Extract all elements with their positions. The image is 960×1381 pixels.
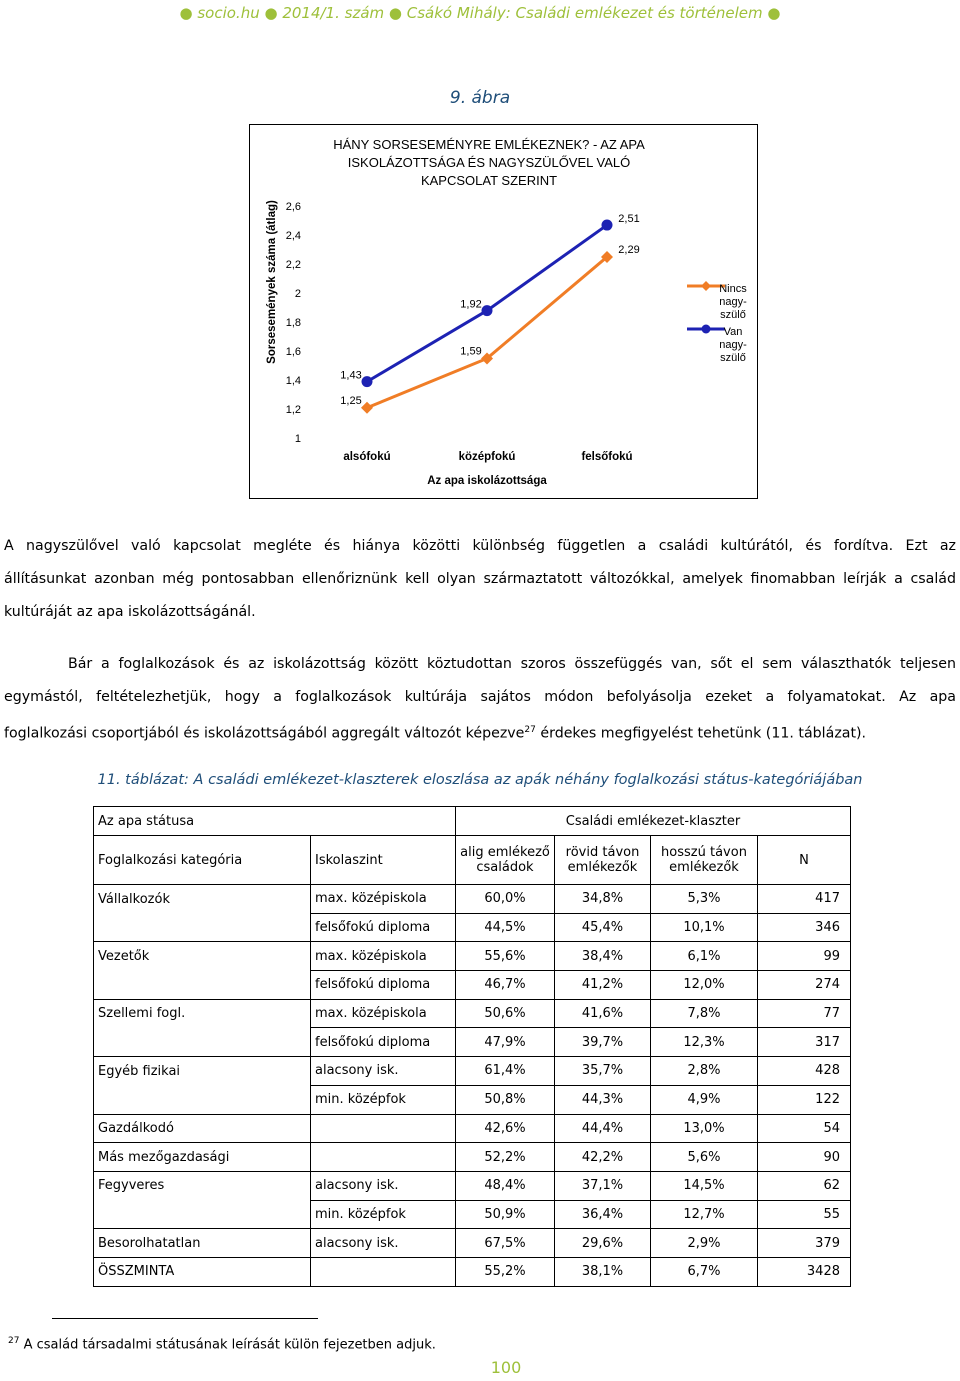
school-cell — [311, 1143, 456, 1172]
cluster-1-cell: 46,7% — [456, 971, 555, 1000]
y-tick-label: 2 — [294, 288, 301, 300]
header-line: alig emlékező — [460, 845, 550, 860]
cluster-1-cell: 50,9% — [456, 1200, 555, 1229]
table-row — [94, 1085, 851, 1114]
n-cell: 55 — [758, 1200, 851, 1229]
school-cell: felsőfokú diploma — [311, 913, 456, 942]
cluster-3-cell: 2,8% — [651, 1057, 758, 1086]
y-tick-label: 2,4 — [285, 230, 301, 242]
cluster-2-cell: 36,4% — [555, 1200, 651, 1229]
cluster-2-cell: 38,1% — [555, 1257, 651, 1286]
cluster-3-cell: 4,9% — [651, 1085, 758, 1114]
data-label: 2,51 — [618, 213, 640, 226]
x-tick-label: alsófokú — [343, 451, 391, 463]
occupation-cell: Besorolhatatlan — [94, 1229, 311, 1258]
legend-marker — [701, 281, 711, 291]
cluster-2-cell: 39,7% — [555, 1028, 651, 1057]
footnote-separator — [52, 1318, 318, 1319]
school-cell: max. középiskola — [311, 942, 456, 971]
n-cell: 3428 — [758, 1257, 851, 1286]
occupation-cell — [94, 1085, 311, 1114]
y-tick-label: 1,4 — [285, 375, 301, 387]
cluster-3-cell: 7,8% — [651, 999, 758, 1028]
data-point-circle — [482, 305, 493, 316]
occupation-cell: Vállalkozók — [94, 885, 311, 914]
table-row — [94, 885, 851, 914]
cluster-2-cell: 29,6% — [555, 1229, 651, 1258]
school-cell: alacsony isk. — [311, 1229, 456, 1258]
y-tick-label: 2,2 — [285, 259, 301, 271]
n-cell: 379 — [758, 1229, 851, 1258]
paragraph-2-line: egymástól, feltételezhetjük, hogy a foglalkozások kultúrája sajátos módon befolyásolja ezeket a folyamatokat. Az apa — [4, 689, 956, 705]
footnote — [8, 1336, 436, 1352]
cluster-table — [93, 806, 851, 1287]
x-axis-label: Az apa iskolázottsága — [427, 475, 547, 487]
school-cell: felsőfokú diploma — [311, 1028, 456, 1057]
cluster-2-cell: 41,2% — [555, 971, 651, 1000]
cluster-2-cell: 37,1% — [555, 1171, 651, 1200]
data-label: 1,25 — [340, 394, 362, 407]
n-cell: 77 — [758, 999, 851, 1028]
y-tick-label: 1,6 — [285, 346, 301, 358]
cluster-3-cell: 12,0% — [651, 971, 758, 1000]
school-cell: alacsony isk. — [311, 1057, 456, 1086]
header-status: Az apa státusa — [94, 807, 456, 836]
footnote-text: A család társadalmi státusának leírását külön fejezetben adjuk. — [19, 1337, 436, 1353]
cluster-1-cell: 50,6% — [456, 999, 555, 1028]
cluster-3-cell: 14,5% — [651, 1171, 758, 1200]
paragraph-2-line: Bár a foglalkozások és az iskolázottság között köztudottan szoros összefüggés van, sőt el sem választhatók teljesen — [68, 656, 956, 672]
header-line: családok — [476, 860, 534, 875]
paragraph-2-text: érdekes megfigyelést tehetünk (11. táblázat). — [535, 725, 867, 742]
header-cluster-1 — [456, 836, 555, 885]
occupation-cell — [94, 971, 311, 1000]
table-row — [94, 942, 851, 971]
cluster-3-cell: 12,7% — [651, 1200, 758, 1229]
cluster-3-cell: 10,1% — [651, 913, 758, 942]
cluster-1-cell: 55,2% — [456, 1257, 555, 1286]
header-cluster-2 — [555, 836, 651, 885]
table-row — [94, 1057, 851, 1086]
table-row — [94, 1143, 851, 1172]
occupation-cell: Más mezőgazdasági — [94, 1143, 311, 1172]
legend-label: nagy- — [719, 296, 747, 308]
n-cell: 417 — [758, 885, 851, 914]
school-cell — [311, 1114, 456, 1143]
figure-label: 9. ábra — [449, 88, 511, 108]
x-tick-label: középfokú — [458, 451, 516, 463]
series-line-nincs-nagyszulo — [367, 257, 607, 408]
data-label: 1,59 — [460, 345, 482, 358]
table-row — [94, 971, 851, 1000]
cluster-3-cell: 6,7% — [651, 1257, 758, 1286]
header-cluster-3 — [651, 836, 758, 885]
data-point-circle — [602, 220, 613, 231]
cluster-3-cell: 6,1% — [651, 942, 758, 971]
occupation-cell — [94, 913, 311, 942]
cluster-1-cell: 67,5% — [456, 1229, 555, 1258]
paragraph-1-line: kultúráját az apa iskolázottságánál. — [4, 604, 256, 620]
paragraph-1-line: állításunkat azonban még pontosabban ellenőriznünk kell olyan származtatott változókkal, amelyek finomabban leírják a család — [4, 571, 956, 587]
school-cell: min. középfok — [311, 1200, 456, 1229]
cluster-2-cell: 44,4% — [555, 1114, 651, 1143]
header-line: rövid távon — [565, 845, 640, 860]
cluster-1-cell: 52,2% — [456, 1143, 555, 1172]
paragraph-2-text: foglalkozási csoportjából és iskolázottságából aggregált változót képezve — [4, 725, 525, 742]
chart-title-line: ISKOLÁZOTTSÁGA ÉS NAGYSZÜLŐVEL VALÓ — [347, 155, 631, 170]
n-cell: 62 — [758, 1171, 851, 1200]
school-cell: max. középiskola — [311, 885, 456, 914]
y-axis-label: Sorsesemények száma (átlag) — [266, 200, 278, 364]
legend-label: Nincs — [719, 283, 747, 295]
header-occupation: Foglalkozási kategória — [94, 836, 311, 885]
cluster-1-cell: 60,0% — [456, 885, 555, 914]
y-tick-label: 1,8 — [285, 317, 301, 329]
footnote-ref[interactable]: 27 — [524, 725, 536, 735]
school-cell — [311, 1257, 456, 1286]
n-cell: 54 — [758, 1114, 851, 1143]
cluster-1-cell: 48,4% — [456, 1171, 555, 1200]
y-tick-label: 2,6 — [285, 201, 301, 213]
cluster-1-cell: 47,9% — [456, 1028, 555, 1057]
header-line: hosszú távon — [661, 845, 747, 860]
header-line: emlékezők — [567, 860, 638, 875]
table-row — [94, 999, 851, 1028]
x-tick-label: felsőfokú — [581, 451, 633, 463]
cluster-2-cell: 35,7% — [555, 1057, 651, 1086]
school-cell: max. középiskola — [311, 999, 456, 1028]
data-point-diamond — [361, 402, 373, 414]
data-point-circle — [362, 376, 373, 387]
cluster-1-cell: 61,4% — [456, 1057, 555, 1086]
cluster-2-cell: 44,3% — [555, 1085, 651, 1114]
n-cell: 274 — [758, 971, 851, 1000]
school-cell: min. középfok — [311, 1085, 456, 1114]
n-cell: 317 — [758, 1028, 851, 1057]
legend-marker — [702, 325, 711, 334]
paragraph-1 — [4, 530, 956, 629]
occupation-cell — [94, 1028, 311, 1057]
header-school: Iskolaszint — [311, 836, 456, 885]
occupation-cell: Egyéb fizikai — [94, 1057, 311, 1086]
table-row — [94, 1200, 851, 1229]
table-row — [94, 1229, 851, 1258]
table-row — [94, 1257, 851, 1286]
cluster-3-cell: 13,0% — [651, 1114, 758, 1143]
school-cell: alacsony isk. — [311, 1171, 456, 1200]
occupation-cell: ÖSSZMINTA — [94, 1257, 311, 1286]
page-number: 100 — [490, 1358, 522, 1377]
data-label: 2,29 — [618, 243, 640, 256]
table-row — [94, 1114, 851, 1143]
running-header: ● socio.hu ● 2014/1. szám ● Csákó Mihály: Családi emlékezet és történelem ● — [179, 4, 781, 22]
occupation-cell — [94, 1200, 311, 1229]
header-line: emlékezők — [669, 860, 739, 875]
header-cluster: Családi emlékezet-klaszter — [456, 807, 851, 836]
table-row — [94, 913, 851, 942]
legend-label: szülő — [720, 352, 746, 364]
chart-title-line: KAPCSOLAT SZERINT — [420, 173, 558, 188]
school-cell: felsőfokú diploma — [311, 971, 456, 1000]
paragraph-1-line: A nagyszülővel való kapcsolat megléte és hiánya közötti különbség független a családi kultúrától, és fordítva. Ezt az — [4, 538, 956, 554]
cluster-2-cell: 41,6% — [555, 999, 651, 1028]
table-row — [94, 1028, 851, 1057]
cluster-2-cell: 34,8% — [555, 885, 651, 914]
n-cell: 90 — [758, 1143, 851, 1172]
table-row — [94, 1171, 851, 1200]
cluster-3-cell: 12,3% — [651, 1028, 758, 1057]
occupation-cell: Vezetők — [94, 942, 311, 971]
data-label: 1,92 — [460, 298, 482, 311]
cluster-1-cell: 42,6% — [456, 1114, 555, 1143]
cluster-2-cell: 38,4% — [555, 942, 651, 971]
n-cell: 428 — [758, 1057, 851, 1086]
y-tick-label: 1 — [294, 433, 301, 445]
n-cell: 99 — [758, 942, 851, 971]
occupation-cell: Fegyveres — [94, 1171, 311, 1200]
cluster-1-cell: 55,6% — [456, 942, 555, 971]
footnote-number: 27 — [8, 1336, 20, 1346]
paragraph-2 — [4, 648, 956, 751]
legend-label: szülő — [720, 309, 746, 321]
header-n: N — [758, 836, 851, 885]
occupation-cell: Szellemi fogl. — [94, 999, 311, 1028]
cluster-2-cell: 45,4% — [555, 913, 651, 942]
paragraph-2-line — [4, 714, 956, 751]
cluster-3-cell: 5,6% — [651, 1143, 758, 1172]
cluster-1-cell: 44,5% — [456, 913, 555, 942]
chart-title-line: HÁNY SORSESEMÉNYRE EMLÉKEZNEK? - AZ APA — [333, 137, 645, 152]
cluster-3-cell: 5,3% — [651, 885, 758, 914]
table-caption: 11. táblázat: A családi emlékezet-klaszterek eloszlása az apák néhány foglalkozási státus-kategóriájában — [97, 772, 863, 788]
occupation-cell: Gazdálkodó — [94, 1114, 311, 1143]
cluster-2-cell: 42,2% — [555, 1143, 651, 1172]
legend-label: Van — [723, 326, 743, 338]
n-cell: 346 — [758, 913, 851, 942]
n-cell: 122 — [758, 1085, 851, 1114]
legend-label: nagy- — [719, 339, 747, 351]
cluster-3-cell: 2,9% — [651, 1229, 758, 1258]
y-tick-label: 1,2 — [285, 404, 301, 416]
cluster-1-cell: 50,8% — [456, 1085, 555, 1114]
table-body — [94, 885, 851, 1287]
data-label: 1,43 — [340, 369, 362, 382]
line-chart — [249, 124, 758, 499]
